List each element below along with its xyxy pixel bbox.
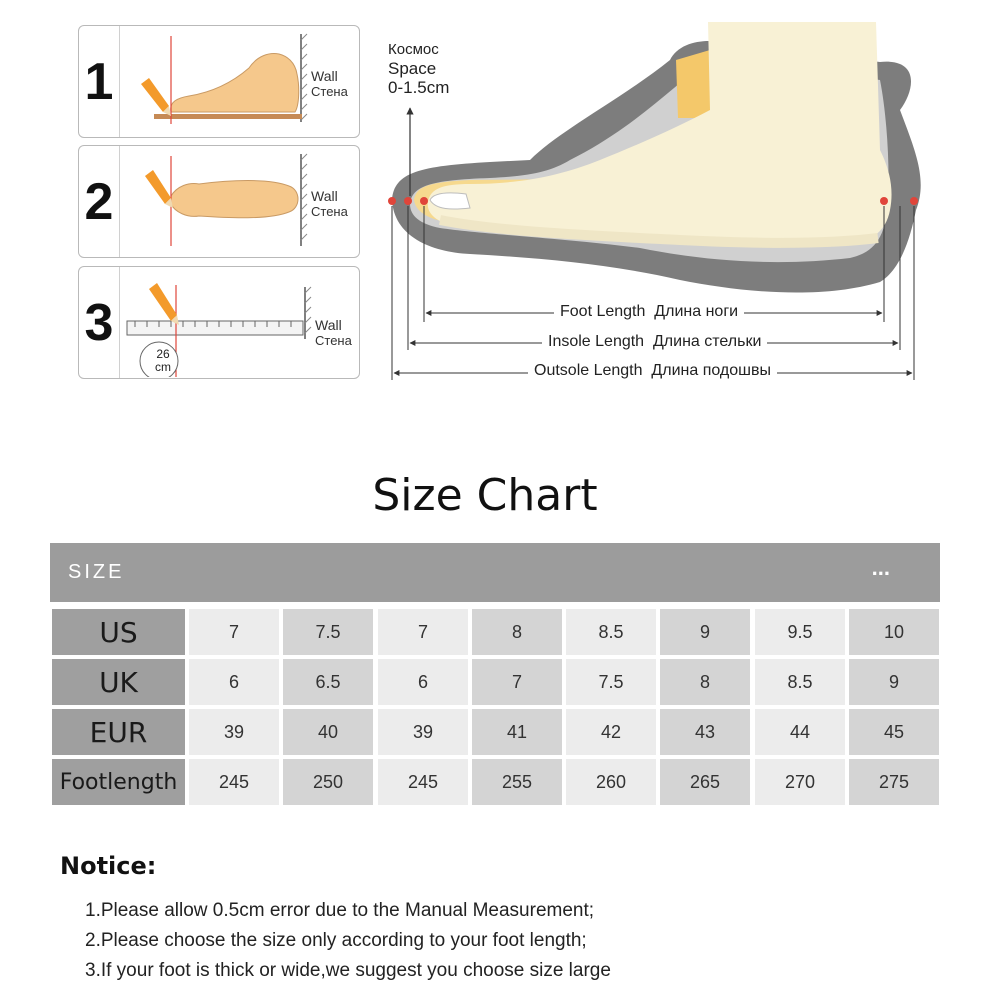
size-table-header bbox=[50, 543, 940, 602]
size-cell: 250 bbox=[283, 759, 373, 805]
step-number: 1 bbox=[79, 26, 120, 137]
size-cell: 7 bbox=[378, 609, 468, 655]
foot-front-marker bbox=[420, 197, 428, 205]
more-icon: ... bbox=[871, 555, 890, 580]
space-label-en: Space bbox=[388, 59, 437, 78]
row-header: Footlength bbox=[52, 759, 185, 805]
size-cell: 39 bbox=[189, 709, 279, 755]
size-cell: 45 bbox=[849, 709, 939, 755]
size-cell: 7.5 bbox=[283, 609, 373, 655]
size-cell: 10 bbox=[849, 609, 939, 655]
pencil-icon bbox=[141, 78, 171, 116]
outsole-front-marker bbox=[388, 197, 396, 205]
wall-label-ru: Стена bbox=[311, 204, 348, 219]
size-cell: 40 bbox=[283, 709, 373, 755]
size-cell: 7 bbox=[472, 659, 562, 705]
wall-label-en: Wall bbox=[315, 317, 342, 333]
size-cell: 7.5 bbox=[566, 659, 656, 705]
insole-front-marker bbox=[404, 197, 412, 205]
outsole-back-marker bbox=[910, 197, 918, 205]
size-cell: 8 bbox=[472, 609, 562, 655]
size-cell: 9.5 bbox=[755, 609, 845, 655]
size-cell: 6 bbox=[378, 659, 468, 705]
size-cell: 255 bbox=[472, 759, 562, 805]
step-number: 2 bbox=[79, 146, 120, 257]
step-panel-1 bbox=[78, 25, 360, 138]
row-header: US bbox=[52, 609, 185, 655]
size-cell: 245 bbox=[189, 759, 279, 805]
size-cell: 245 bbox=[378, 759, 468, 805]
row-header: UK bbox=[52, 659, 185, 705]
insole-length-label: Insole Length Длина стельки bbox=[542, 333, 767, 351]
size-cell: 43 bbox=[660, 709, 750, 755]
page-title: Size Chart bbox=[372, 470, 598, 521]
size-cell: 8.5 bbox=[566, 609, 656, 655]
foot-length-label: Foot Length Длина ноги bbox=[554, 303, 744, 321]
step-number: 3 bbox=[79, 267, 120, 378]
size-cell: 260 bbox=[566, 759, 656, 805]
size-cell: 44 bbox=[755, 709, 845, 755]
size-cell: 275 bbox=[849, 759, 939, 805]
space-range: 0-1.5cm bbox=[388, 78, 450, 97]
size-cell: 7 bbox=[189, 609, 279, 655]
outsole-length-label: Outsole Length Длина подошвы bbox=[528, 362, 777, 380]
size-cell: 39 bbox=[378, 709, 468, 755]
size-cell: 8 bbox=[660, 659, 750, 705]
step-panel-2 bbox=[78, 145, 360, 258]
step-panel-3 bbox=[78, 266, 360, 379]
foot-back-marker bbox=[880, 197, 888, 205]
notice-title: Notice: bbox=[60, 852, 157, 880]
size-cell: 265 bbox=[660, 759, 750, 805]
size-cell: 9 bbox=[849, 659, 939, 705]
row-header: EUR bbox=[52, 709, 185, 755]
wall-label-ru: Стена bbox=[315, 333, 352, 348]
notice-item-3: 3.If your foot is thick or wide,we suggest you choose size large bbox=[85, 960, 611, 981]
size-header-label: SIZE bbox=[68, 561, 125, 583]
pencil-icon bbox=[145, 170, 173, 208]
measurement-value: 26 bbox=[156, 347, 170, 361]
notice-item-2: 2.Please choose the size only according to your foot length; bbox=[85, 930, 587, 951]
size-cell: 9 bbox=[660, 609, 750, 655]
measurement-bubble bbox=[145, 348, 181, 374]
size-cell: 6.5 bbox=[283, 659, 373, 705]
measurement-unit: cm bbox=[155, 360, 171, 374]
size-cell: 41 bbox=[472, 709, 562, 755]
space-label-ru: Космос bbox=[388, 41, 439, 58]
size-cell: 42 bbox=[566, 709, 656, 755]
size-cell: 270 bbox=[755, 759, 845, 805]
size-cell: 8.5 bbox=[755, 659, 845, 705]
wall-label-en: Wall bbox=[311, 188, 338, 204]
notice-item-1: 1.Please allow 0.5cm error due to the Manual Measurement; bbox=[85, 900, 595, 921]
size-cell: 6 bbox=[189, 659, 279, 705]
pencil-icon bbox=[149, 283, 179, 325]
wall-label-en: Wall bbox=[311, 68, 338, 84]
space-label bbox=[388, 40, 449, 97]
wall-label-ru: Стена bbox=[311, 84, 348, 99]
